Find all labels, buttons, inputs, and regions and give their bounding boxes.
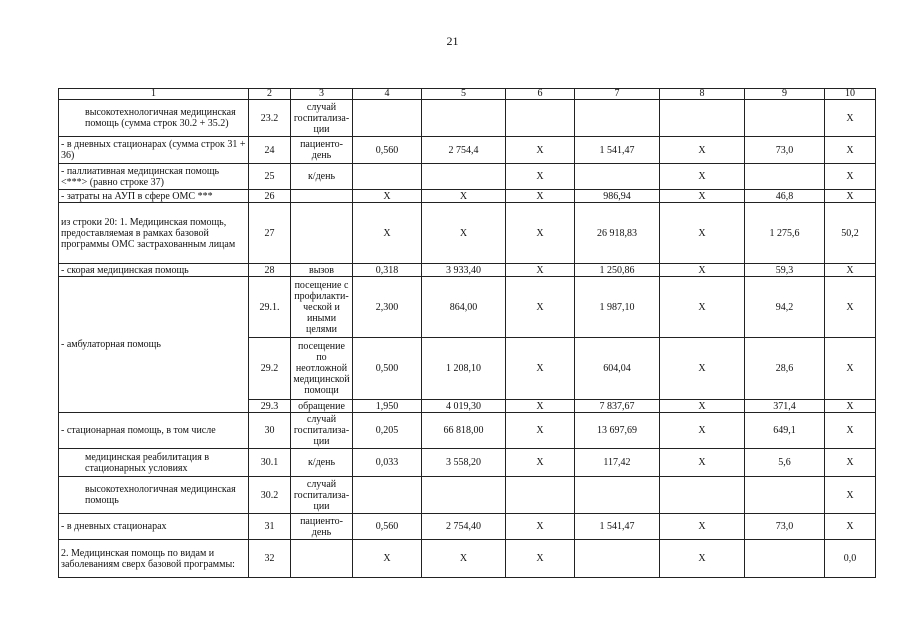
cell: Х	[660, 540, 745, 578]
cell: 0,500	[353, 338, 422, 400]
row-code: 23.2	[249, 100, 291, 137]
column-header: 1	[59, 89, 249, 100]
cell: 3 558,20	[422, 449, 506, 477]
cell: Х	[660, 203, 745, 264]
table-row	[59, 449, 876, 477]
column-header: 7	[575, 89, 660, 100]
cell: 0,0	[825, 540, 876, 578]
cell: Х	[825, 413, 876, 449]
cell	[353, 100, 422, 137]
cell: Х	[506, 137, 575, 164]
cell: Х	[825, 264, 876, 277]
cell: 2 754,4	[422, 137, 506, 164]
table-row	[59, 190, 876, 203]
cell: Х	[660, 164, 745, 190]
cell: 0,205	[353, 413, 422, 449]
row-name: 2. Медицинская помощь по видам и заболеваниям сверх базовой программы:	[59, 540, 249, 578]
cell: Х	[660, 264, 745, 277]
row-code: 26	[249, 190, 291, 203]
cell: Х	[825, 400, 876, 413]
cell: Х	[825, 100, 876, 137]
table-row	[59, 264, 876, 277]
row-unit: случай госпитализа-ции	[291, 477, 353, 514]
cell: 1 208,10	[422, 338, 506, 400]
cell	[575, 540, 660, 578]
cell: Х	[353, 540, 422, 578]
cell: Х	[422, 203, 506, 264]
data-table	[58, 88, 876, 578]
row-unit: посещение с профилакти-ческой и иными целями	[291, 277, 353, 338]
row-unit: вызов	[291, 264, 353, 277]
cell: 649,1	[745, 413, 825, 449]
cell: Х	[825, 338, 876, 400]
cell: Х	[660, 137, 745, 164]
table-row	[59, 164, 876, 190]
row-unit: случай госпитализа-ции	[291, 100, 353, 137]
cell: Х	[506, 514, 575, 540]
table-row	[59, 203, 876, 264]
row-name: высокотехнологичная медицинская помощь	[59, 477, 249, 514]
row-code: 29.1.	[249, 277, 291, 338]
table-row	[59, 100, 876, 137]
cell	[575, 100, 660, 137]
table-row	[59, 514, 876, 540]
cell: Х	[506, 400, 575, 413]
cell: 28,6	[745, 338, 825, 400]
cell: Х	[660, 400, 745, 413]
cell: Х	[825, 514, 876, 540]
cell: Х	[506, 164, 575, 190]
row-code: 30.2	[249, 477, 291, 514]
cell: 73,0	[745, 514, 825, 540]
cell	[422, 477, 506, 514]
cell: Х	[825, 164, 876, 190]
cell: 1 541,47	[575, 137, 660, 164]
cell: 59,3	[745, 264, 825, 277]
cell: Х	[506, 449, 575, 477]
cell: Х	[825, 137, 876, 164]
cell: Х	[506, 338, 575, 400]
cell: 73,0	[745, 137, 825, 164]
cell: 0,033	[353, 449, 422, 477]
cell: 1 250,86	[575, 264, 660, 277]
cell: Х	[506, 203, 575, 264]
cell: 0,318	[353, 264, 422, 277]
row-code: 32	[249, 540, 291, 578]
cell	[506, 477, 575, 514]
cell: Х	[422, 190, 506, 203]
row-name: из строки 20: 1. Медицинская помощь, предоставляемая в рамках базовой программы ОМС застрахованным лицам	[59, 203, 249, 264]
cell	[660, 477, 745, 514]
cell	[422, 164, 506, 190]
cell: 986,94	[575, 190, 660, 203]
column-header: 5	[422, 89, 506, 100]
row-name: высокотехнологичная медицинская помощь (сумма строк 30.2 + 35.2)	[59, 100, 249, 137]
cell: Х	[660, 514, 745, 540]
cell: 2 754,40	[422, 514, 506, 540]
cell: Х	[660, 413, 745, 449]
cell	[422, 100, 506, 137]
column-header: 6	[506, 89, 575, 100]
cell	[745, 100, 825, 137]
cell	[353, 164, 422, 190]
column-header: 2	[249, 89, 291, 100]
cell: Х	[353, 190, 422, 203]
column-header: 4	[353, 89, 422, 100]
cell: Х	[660, 190, 745, 203]
cell: Х	[506, 277, 575, 338]
cell: 50,2	[825, 203, 876, 264]
row-unit: посещение по неотложной медицинской помощи	[291, 338, 353, 400]
cell	[745, 477, 825, 514]
cell: 1,950	[353, 400, 422, 413]
cell	[575, 477, 660, 514]
table-row	[59, 277, 876, 338]
cell: 117,42	[575, 449, 660, 477]
row-code: 28	[249, 264, 291, 277]
cell: Х	[825, 449, 876, 477]
cell	[660, 100, 745, 137]
row-code: 29.3	[249, 400, 291, 413]
row-unit: к/день	[291, 449, 353, 477]
page-number: 21	[446, 34, 459, 48]
cell: Х	[660, 449, 745, 477]
row-name: - стационарная помощь, в том числе	[59, 413, 249, 449]
cell: 4 019,30	[422, 400, 506, 413]
row-code: 25	[249, 164, 291, 190]
table-row	[59, 540, 876, 578]
column-header: 3	[291, 89, 353, 100]
cell: Х	[660, 277, 745, 338]
cell	[353, 477, 422, 514]
row-name: медицинская реабилитация в стационарных условиях	[59, 449, 249, 477]
cell	[745, 164, 825, 190]
row-code: 31	[249, 514, 291, 540]
cell	[745, 540, 825, 578]
row-unit: обращение	[291, 400, 353, 413]
cell: 13 697,69	[575, 413, 660, 449]
cell: Х	[506, 190, 575, 203]
row-name: - затраты на АУП в сфере ОМС ***	[59, 190, 249, 203]
header-row	[59, 89, 876, 100]
row-name: - в дневных стационарах	[59, 514, 249, 540]
cell: Х	[506, 264, 575, 277]
cell: 5,6	[745, 449, 825, 477]
row-code: 29.2	[249, 338, 291, 400]
cell: Х	[825, 190, 876, 203]
cell: 26 918,83	[575, 203, 660, 264]
row-name: - паллиативная медицинская помощь <***> (равно строке 37)	[59, 164, 249, 190]
row-unit: пациенто-день	[291, 514, 353, 540]
cell	[506, 100, 575, 137]
row-unit	[291, 190, 353, 203]
row-code: 27	[249, 203, 291, 264]
table-row	[59, 413, 876, 449]
row-unit: пациенто-день	[291, 137, 353, 164]
cell	[575, 164, 660, 190]
cell: 1 541,47	[575, 514, 660, 540]
row-code: 30.1	[249, 449, 291, 477]
table-row	[59, 477, 876, 514]
cell: 46,8	[745, 190, 825, 203]
cell: 3 933,40	[422, 264, 506, 277]
cell: 7 837,67	[575, 400, 660, 413]
row-name: - скорая медицинская помощь	[59, 264, 249, 277]
cell: 864,00	[422, 277, 506, 338]
cell: 66 818,00	[422, 413, 506, 449]
cell: 604,04	[575, 338, 660, 400]
row-name: - в дневных стационарах (сумма строк 31 + 36)	[59, 137, 249, 164]
cell: Х	[353, 203, 422, 264]
cell: Х	[660, 338, 745, 400]
cell: Х	[506, 413, 575, 449]
cell: 1 275,6	[745, 203, 825, 264]
row-name: - амбулаторная помощь	[59, 277, 249, 413]
column-header: 9	[745, 89, 825, 100]
cell: 2,300	[353, 277, 422, 338]
column-header: 8	[660, 89, 745, 100]
cell: Х	[825, 477, 876, 514]
cell: Х	[422, 540, 506, 578]
cell: 371,4	[745, 400, 825, 413]
row-code: 24	[249, 137, 291, 164]
row-unit	[291, 203, 353, 264]
cell: Х	[825, 277, 876, 338]
column-header: 10	[825, 89, 876, 100]
row-code: 30	[249, 413, 291, 449]
row-unit	[291, 540, 353, 578]
row-unit: случай госпитализа-ции	[291, 413, 353, 449]
cell: 1 987,10	[575, 277, 660, 338]
row-unit: к/день	[291, 164, 353, 190]
cell: 94,2	[745, 277, 825, 338]
table-row	[59, 137, 876, 164]
cell: Х	[506, 540, 575, 578]
cell: 0,560	[353, 137, 422, 164]
cell: 0,560	[353, 514, 422, 540]
